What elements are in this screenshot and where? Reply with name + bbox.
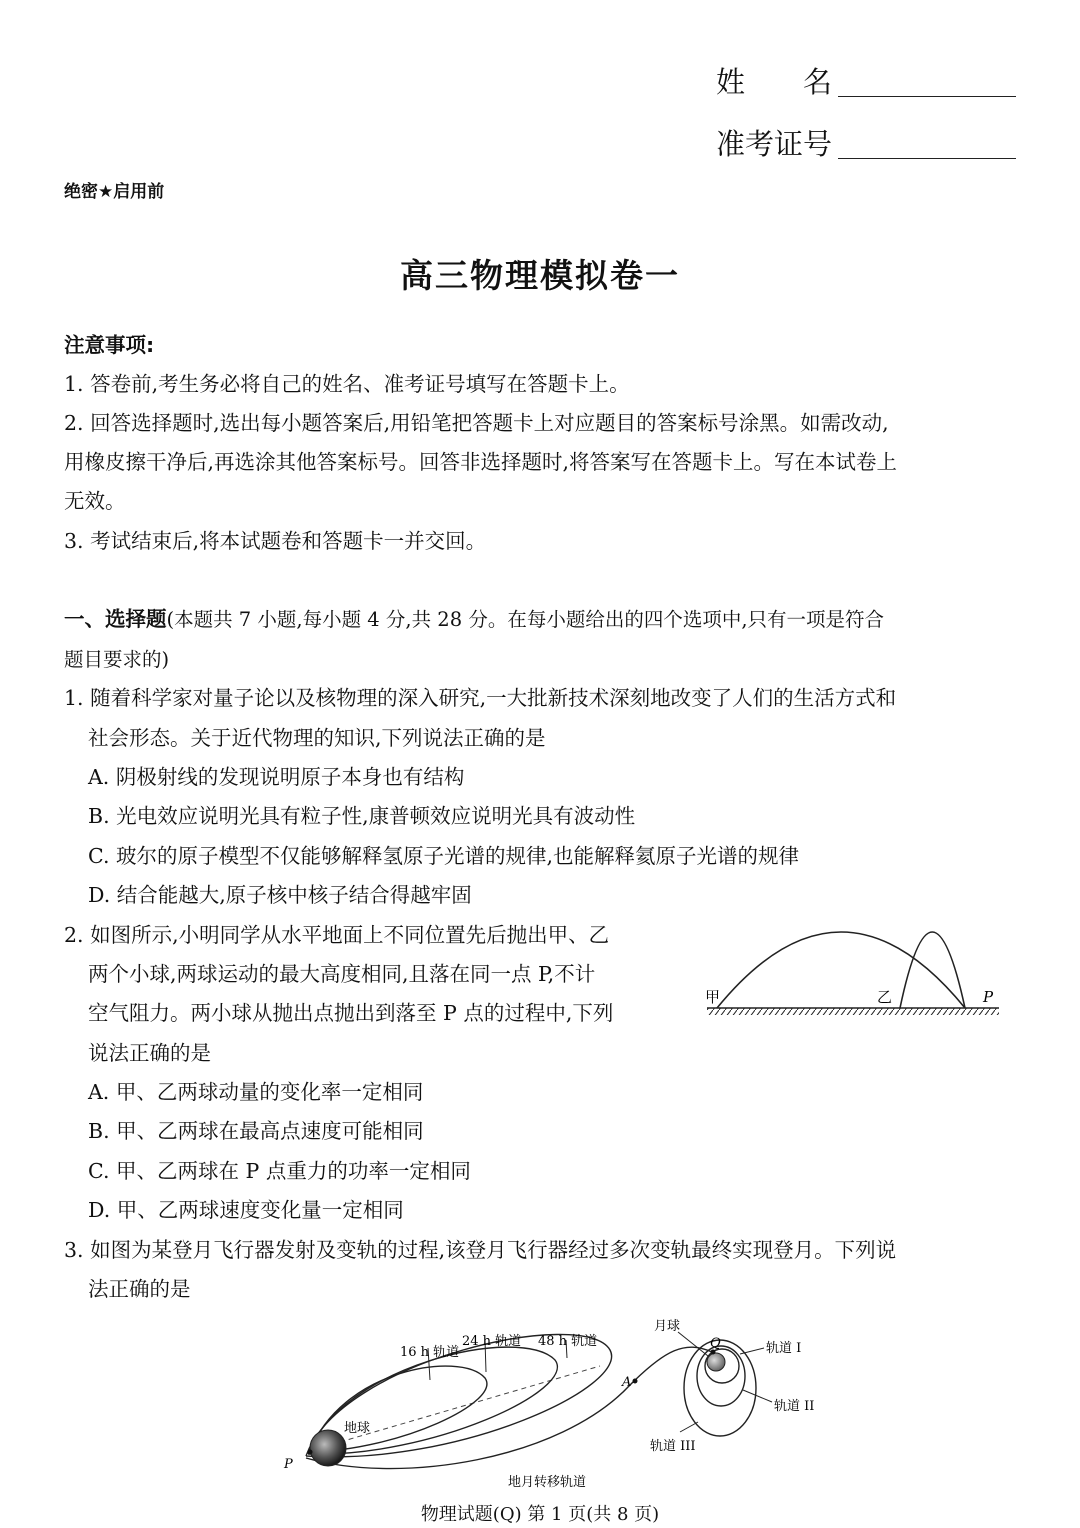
earth: [310, 1430, 346, 1466]
name-label: 姓 名: [716, 65, 833, 99]
q2-projectile-figure: [695, 922, 1010, 1022]
q1-option-b: B. 光电效应说明光具有粒子性,康普顿效应说明光具有波动性: [88, 804, 636, 828]
note-item-3: 3. 考试结束后,将本试题卷和答题卡一并交回。: [64, 529, 487, 553]
ground-hatching: [707, 1008, 999, 1015]
q2-stem-line-3: 空气阻力。两小球从抛出点抛出到落至 P 点的过程中,下列: [88, 1001, 614, 1025]
q3-orbit-figure: [280, 1310, 840, 1500]
moon: [707, 1353, 725, 1371]
label-transfer-orbit: 地月转移轨道: [508, 1475, 587, 1490]
section-1-description: (本题共 7 小题,每小题 4 分,共 28 分。在每小题给出的四个选项中,只有一项是符合: [166, 608, 885, 631]
label-orbit-48h: 48 h 轨道: [538, 1334, 598, 1349]
q2-option-a: A. 甲、乙两球动量的变化率一定相同: [88, 1080, 424, 1104]
label-p: P: [983, 988, 994, 1006]
note-item-2-line-1: 2. 回答选择题时,选出每小题答案后,用铅笔把答题卡上对应题目的答案标号涂黑。如需改动,: [64, 411, 889, 435]
label-track-3: 轨道 III: [650, 1439, 696, 1454]
label-track-2: 轨道 II: [774, 1399, 815, 1414]
q2-option-c: C. 甲、乙两球在 P 点重力的功率一定相同: [88, 1159, 471, 1183]
label-q: Q: [710, 1336, 721, 1351]
exam-id-field[interactable]: [838, 158, 1016, 159]
q1-option-a: A. 阴极射线的发现说明原子本身也有结构: [88, 765, 465, 789]
leader-track-3: [680, 1422, 698, 1432]
q2-stem-line-2: 两个小球,两球运动的最大高度相同,且落在同一点 P,不计: [88, 962, 596, 986]
q1-option-d: D. 结合能越大,原子核中核子结合得越牢固: [88, 883, 472, 907]
q2-stem-line-4: 说法正确的是: [88, 1041, 211, 1065]
leader-track-2: [743, 1390, 772, 1402]
q3-stem-line-1: 3. 如图为某登月飞行器发射及变轨的过程,该登月飞行器经过多次变轨最终实现登月。下列说: [64, 1238, 897, 1262]
label-a: A: [622, 1375, 632, 1390]
label-track-1: 轨道 I: [766, 1341, 802, 1356]
q3-stem-line-2: 法正确的是: [88, 1277, 191, 1301]
section-1-description-line-2: 题目要求的): [64, 648, 170, 671]
trajectory-jia: [717, 932, 965, 1008]
leader-moon: [678, 1332, 708, 1356]
label-p: P: [284, 1457, 293, 1472]
q2-option-b: B. 甲、乙两球在最高点速度可能相同: [88, 1119, 424, 1143]
note-item-2-line-3: 无效。: [64, 489, 126, 513]
q1-option-c: C. 玻尔的原子模型不仅能够解释氢原子光谱的规律,也能解释氦原子光谱的规律: [88, 844, 800, 868]
q2-stem-line-1: 2. 如图所示,小明同学从水平地面上不同位置先后抛出甲、乙: [64, 923, 610, 947]
exam-id-label: 准考证号: [716, 127, 833, 161]
note-item-2-line-2: 用橡皮擦干净后,再选涂其他答案标号。回答非选择题时,将答案写在答题卡上。写在本试卷上: [64, 450, 898, 474]
name-field[interactable]: [838, 96, 1016, 97]
label-yi: 乙: [877, 988, 893, 1006]
label-orbit-24h: 24 h 轨道: [462, 1334, 522, 1349]
notes-heading: 注意事项:: [64, 333, 155, 357]
label-earth: 地球: [344, 1421, 371, 1436]
q2-option-d: D. 甲、乙两球速度变化量一定相同: [88, 1198, 404, 1222]
point-a: [633, 1379, 638, 1384]
note-item-1: 1. 答卷前,考生务必将自己的姓名、准考证号填写在答题卡上。: [64, 372, 630, 396]
point-p: [308, 1450, 313, 1455]
page-footer: 物理试题(Q) 第 1 页(共 8 页): [420, 1504, 660, 1525]
secret-mark: 绝密★启用前: [64, 182, 165, 202]
q1-stem-line-2: 社会形态。关于近代物理的知识,下列说法正确的是: [88, 726, 546, 750]
label-jia: 甲: [705, 988, 721, 1006]
section-1-heading: 一、选择题: [64, 607, 167, 631]
page-title: 高三物理模拟卷一: [400, 256, 680, 295]
orbit-24h: [308, 1347, 557, 1454]
q1-stem-line-1: 1. 随着科学家对量子论以及核物理的深入研究,一大批新技术深刻地改变了人们的生活方式和: [64, 686, 897, 710]
section-1-header: [64, 600, 884, 639]
label-moon: 月球: [654, 1319, 681, 1334]
label-orbit-16h: 16 h 轨道: [400, 1345, 460, 1360]
